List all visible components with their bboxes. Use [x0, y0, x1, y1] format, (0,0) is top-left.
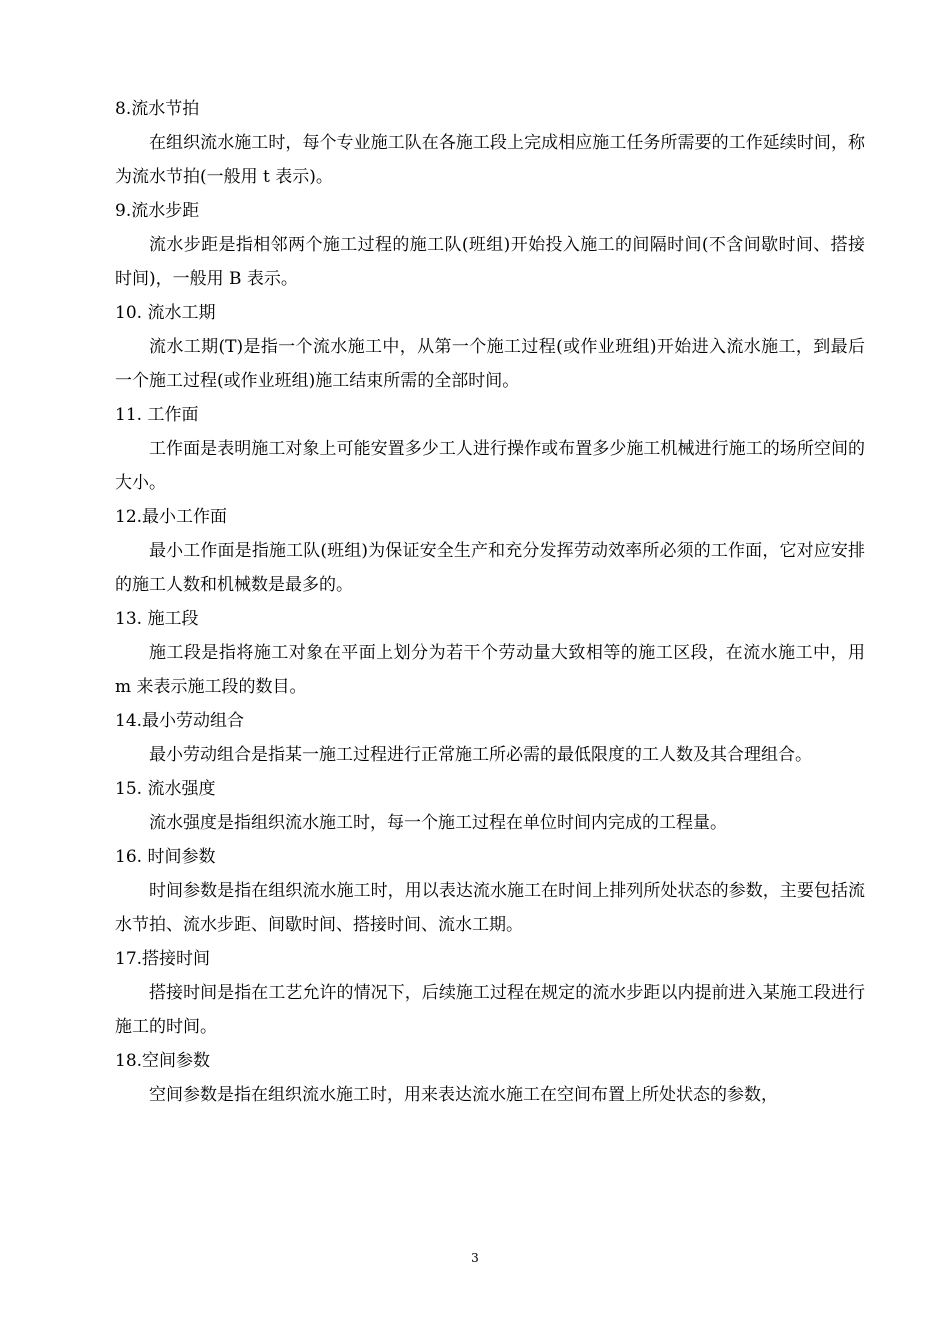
section-heading: 16. 时间参数 — [115, 847, 216, 867]
section-body: 施工段是指将施工对象在平面上划分为若干个劳动量大致相等的施工区段，在流水施工中，用 m 来表示施工段的数目。 — [115, 643, 865, 697]
section-heading: 10. 流水工期 — [115, 303, 216, 323]
section-heading: 13. 施工段 — [115, 609, 199, 629]
page-content — [115, 92, 865, 1112]
section-body: 流水步距是指相邻两个施工过程的施工队(班组)开始投入施工的间隔时间(不含间歇时间、搭接时间)，一般用 B 表示。 — [115, 235, 865, 289]
section-heading: 15. 流水强度 — [115, 779, 216, 799]
section-heading: 12.最小工作面 — [115, 507, 228, 527]
section-body: 时间参数是指在组织流水施工时，用以表达流水施工在时间上排列所处状态的参数，主要包括流水节拍、流水步距、间歇时间、搭接时间、流水工期。 — [115, 881, 865, 935]
section-body: 流水强度是指组织流水施工时，每一个施工过程在单位时间内完成的工程量。 — [149, 813, 727, 833]
section-heading: 18.空间参数 — [115, 1051, 211, 1071]
section-body: 流水工期(T)是指一个流水施工中，从第一个施工过程(或作业班组)开始进入流水施工，到最后一个施工过程(或作业班组)施工结束所需的全部时间。 — [115, 337, 865, 391]
section-body: 最小劳动组合是指某一施工过程进行正常施工所必需的最低限度的工人数及其合理组合。 — [149, 745, 812, 765]
section-body: 最小工作面是指施工队(班组)为保证安全生产和充分发挥劳动效率所必须的工作面，它对应安排的施工人数和机械数是最多的。 — [115, 541, 865, 595]
section-heading: 11. 工作面 — [115, 405, 199, 425]
section-body: 工作面是表明施工对象上可能安置多少工人进行操作或布置多少施工机械进行施工的场所空间的大小。 — [115, 439, 865, 493]
section-body: 在组织流水施工时，每个专业施工队在各施工段上完成相应施工任务所需要的工作延续时间，称为流水节拍(一般用 t 表示)。 — [115, 133, 865, 187]
section-heading: 17.搭接时间 — [115, 949, 211, 969]
section-body: 搭接时间是指在工艺允许的情况下，后续施工过程在规定的流水步距以内提前进入某施工段进行施工的时间。 — [115, 983, 865, 1037]
page-number: 3 — [471, 1251, 479, 1265]
section-heading: 8.流水节拍 — [115, 99, 200, 119]
section-heading: 9.流水步距 — [115, 201, 200, 221]
section-body: 空间参数是指在组织流水施工时，用来表达流水施工在空间布置上所处状态的参数， — [149, 1085, 778, 1105]
section-heading: 14.最小劳动组合 — [115, 711, 245, 731]
